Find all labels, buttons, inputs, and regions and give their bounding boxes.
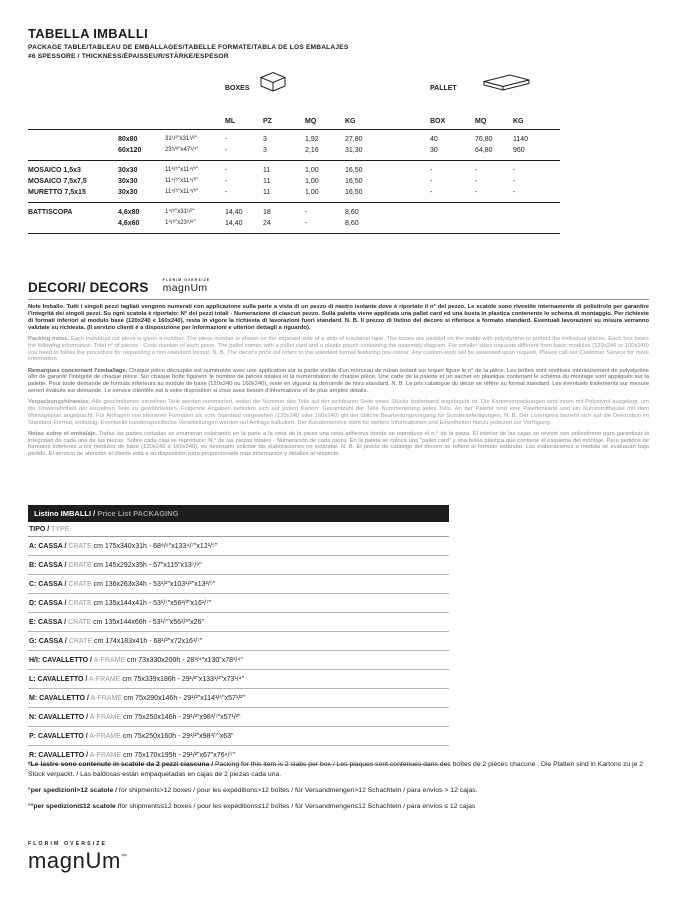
product-label-cell: MOSAICO 7,5x7,5: [28, 178, 87, 185]
crate-code-label: N: CAVALLETTO /: [29, 713, 89, 721]
pallet-kg-cell: 1140: [513, 136, 529, 143]
magnum-text: magn: [162, 282, 191, 295]
product-label-cell: [28, 145, 118, 156]
mq-cell: -: [305, 220, 308, 227]
kg-cell: 8,60: [345, 220, 359, 227]
thickness-line: ≠6 SPESSORE / THICKNESS/ÉPAISSEUR/STÄRKE/ESPESOR: [28, 53, 229, 60]
column-header-mq: MQ: [305, 118, 317, 125]
kg-cell: 27,80: [345, 136, 363, 143]
note-lead: Remarques concernant l'emballage.: [28, 367, 128, 374]
price-list-row: [28, 537, 449, 556]
type-header-row: [28, 522, 449, 537]
crate-code-label: D: CASSA /: [29, 599, 67, 607]
packing-note-english: [28, 336, 649, 363]
packing-table-group-header: [28, 72, 560, 108]
crate-type-en: A-FRAME: [88, 694, 122, 702]
column-header-pallet-box: BOX: [430, 118, 446, 125]
price-list-title-it: Listino IMBALLI /: [34, 509, 96, 518]
footnote-lead: °°per spedizioni≤12 scatole /: [28, 802, 120, 810]
spacer-cell: [400, 187, 430, 198]
pallet-kg-cell: -: [513, 167, 516, 174]
crate-code-label: P: CAVALLETTO /: [29, 732, 88, 740]
pallet-mq-cell: -: [475, 167, 478, 174]
magnum-logo-large: [28, 842, 127, 872]
pz-cell: 11: [263, 189, 271, 196]
type-label-it: TIPO /: [29, 526, 50, 533]
box-icon: [258, 70, 288, 93]
packing-column-headers: [28, 108, 560, 130]
spacer-cell: [400, 176, 430, 187]
packing-note-french: [28, 368, 649, 395]
page-title: TABELLA IMBALLI: [28, 26, 149, 41]
kg-cell: 16,50: [345, 189, 363, 196]
crate-dimensions: cm 75x250x160h - 29¹/²"x98³/⁷"x63": [120, 732, 234, 740]
packing-row: [28, 145, 560, 156]
crate-dimensions: cm 75x339x186h - 29¹/²"x133¹/²"x73¹/⁴": [120, 675, 245, 683]
footnote-shipments-under-12: [28, 802, 649, 812]
crate-dimensions: cm 75x290x146h - 29¹/²"x114¹/⁶"x57¹/²": [121, 694, 245, 702]
packing-row: [28, 187, 560, 198]
price-list-row: [28, 575, 449, 594]
empty-cell: [28, 118, 118, 125]
pz-cell: 24: [263, 220, 271, 227]
magnum-text: m: [101, 848, 121, 874]
crate-code-label: E: CASSA /: [29, 618, 67, 626]
kg-cell: 8,60: [345, 209, 359, 216]
price-list-title-en: Price List PACKAGING: [95, 509, 179, 518]
ml-cell: 14,40: [225, 220, 243, 227]
column-header-pz: PZ: [263, 118, 272, 125]
crate-dimensions: cm 135x144x66h - 53¹/⁷"x56²/³"x26": [91, 618, 204, 626]
magnum-logo-small: [163, 279, 211, 295]
note-body: Chaque pièce découpée est numérotée avec une application sur la partie visible d'un morceau de ruban isolant sur lequel figure le n° de la pièce. Les boîtes sont revêtues intérieurement de polystyrène afin de garantir l'intégrité de chaque pièce. Sur chaque boîte figurent: le nombre de pièces totales et la numérotation de chaque pièce. Une carte de la palette et un sachet en plastique contenant le schéma du montage sont appliqués sur la palette. Pour toute demande de formats inférieurs au module de base (120x240 ou 160x240), reste en vigueur la demande de hors standard. N. B. Le prix catalogue du décor se réfère au format standard. Les éventuels traitements sur mesure seront évalués sur demande. Le service clientèle est à votre disposition si vous avez besoin d'informations et de plus amples détails.: [28, 367, 649, 394]
inches-cell: 11⁴/⁵"x11⁴/⁵": [165, 178, 199, 184]
packing-row: [28, 165, 560, 176]
kg-cell: 31,30: [345, 147, 363, 154]
price-list-row: [28, 689, 449, 708]
price-list-row: [28, 613, 449, 632]
crate-code-label: L: CAVALLETTO /: [29, 675, 88, 683]
pallet-box-cell: [430, 207, 475, 218]
crate-type-en: A-FRAME: [88, 713, 122, 721]
price-list-row: [28, 727, 449, 746]
product-label-cell: MURETTO 7,5x15: [28, 189, 86, 196]
pallet-group-label: PALLET: [430, 85, 457, 92]
crate-code-label: R: CAVALLETTO /: [29, 751, 89, 759]
footnote-slabs-per-box: [28, 760, 649, 779]
pallet-kg-cell: -: [513, 189, 516, 196]
note-lead: Verpackungshinweise.: [28, 399, 91, 406]
crate-code-label: A: CASSA /: [29, 542, 67, 550]
product-label-cell: [28, 134, 118, 145]
pz-cell: 3: [263, 147, 267, 154]
note-body: Todas las partes cortadas se enumeran colocando en la parte a la vista de la pieza una cinta adhesiva donde se reproduce el n.° de la pieza. El interior de las cajas se reviste con poliestireno para garantizar la integridad de cada una de las piezas. Sobre cada caja se reproduce: N.° de las piezas totales - Numeración de cada pieza. En la paleta se coloca una “pallet card” y una bolsa plástica que contiene el esquema del montaje. Para pedidos de formatos inferiores a los módulos de base (120x240 o 160x240), es necesario solicitar las elaboraciones no estándar. N. B. El precio de catálogo del decoro se refiere al formato estándar. Las elaboraciones a medida se evaluarán bajo pedido. El servicio de atención al cliente está a su disposición para proporcionarle más información y detalles al respecto.: [28, 430, 649, 458]
pz-cell: 3: [263, 136, 267, 143]
pz-cell: 11: [263, 178, 271, 185]
footnote-shipments-over-12: [28, 786, 649, 796]
pallet-kg-cell: [513, 207, 560, 218]
footnote-lead: °per spedizioni>12 scatole /: [28, 786, 118, 794]
crate-dimensions: cm 75x250x146h - 29¹/²"x98³/⁷"x57¹/²": [121, 713, 241, 721]
inches-cell: 11⁴/⁵"x11⁴/⁵": [165, 189, 199, 195]
column-header-kg: KG: [345, 118, 356, 125]
mq-cell: 1,92: [305, 136, 319, 143]
magnum-text: m: [198, 282, 208, 295]
ml-cell: 14,40: [225, 209, 243, 216]
crate-type-en: A-FRAME: [88, 751, 122, 759]
crate-type-en: CRATE: [66, 599, 92, 607]
crate-type-en: A-FRAME: [87, 732, 121, 740]
kg-cell: 16,50: [345, 178, 363, 185]
ml-cell: -: [225, 189, 228, 196]
footnote-body: for shipments≤12 boxes / pour les expéditions≤12 boîtes / für Versandmengen≤12 Schachteln / para envíos ≤ 12 cajas: [119, 802, 476, 810]
spacer-cell: [400, 218, 430, 229]
page-subtitle: PACKAGE TABLE/TABLEAU DE EMBALLAGES/TABELLE FORMATE/TABLA DE LOS EMBALAJES: [28, 43, 349, 51]
magnum-text: magn: [28, 848, 86, 874]
crate-code-label: G: CASSA /: [29, 637, 67, 645]
mq-cell: 1,00: [305, 189, 319, 196]
spacer-cell: [400, 165, 430, 176]
size-cell: 30x30: [118, 189, 138, 196]
magnum-wordmark: [163, 283, 211, 294]
packing-row: [28, 207, 560, 218]
crate-dimensions: cm 135x144x41h - 53¹/⁷"x56²/³"x16¹/⁷": [91, 599, 212, 607]
magnum-u-glyph: U: [85, 848, 102, 874]
note-lead: Notas sobre el embalaje.: [28, 430, 98, 437]
column-header-pallet-mq: MQ: [475, 118, 487, 125]
pallet-box-cell: 40: [430, 136, 438, 143]
pallet-mq-cell: [475, 218, 513, 229]
mq-cell: 2,16: [305, 147, 319, 154]
crate-dimensions: cm 174x183x41h - 68¹/²"x72x16¹/⁷": [92, 637, 203, 645]
size-cell: 30x30: [118, 167, 138, 174]
product-label-cell: BATTISCOPA: [28, 209, 73, 216]
price-list-rows: [28, 537, 449, 765]
footnote-body: for shipments>12 boxes / pour les expéditions>12 boîtes / für Versandmengen>12 Schachteln / para envíos > 12 cajas.: [117, 786, 478, 794]
footnote-body: Packing for this item is 2 slabs per box / Les plaques sont contenues dans des boîtes de 2 pièces chacune . Die Platten sind in Kartons zu je 2 Stück verpackt. / Las baldosas están empaquetadas en cajas de 2 piezas cada una.: [28, 761, 644, 778]
inches-cell: 1⁴/⁵"x31¹/²": [165, 209, 195, 215]
spacer-cell: [400, 207, 430, 218]
ml-cell: -: [225, 147, 228, 154]
price-list-row: [28, 594, 449, 613]
size-cell: 4,6x80: [118, 209, 140, 216]
inches-cell: 1⁴/⁵"x23⁵/⁸": [165, 220, 196, 226]
price-list-row: [28, 556, 449, 575]
pz-cell: 18: [263, 209, 271, 216]
pallet-mq-cell: [475, 207, 513, 218]
size-cell: 60x120: [118, 147, 142, 154]
pallet-kg-cell: 960: [513, 147, 525, 154]
ml-cell: -: [225, 178, 228, 185]
size-cell: 30x30: [118, 178, 138, 185]
pz-cell: 11: [263, 167, 271, 174]
pallet-mq-cell: 64,80: [475, 147, 493, 154]
packing-group-slabs: [28, 130, 560, 161]
ml-cell: -: [225, 167, 228, 174]
spacer-cell: [400, 145, 430, 156]
crate-type-en: CRATE: [66, 618, 92, 626]
magnum-wordmark: [28, 850, 127, 872]
trademark-symbol: ™: [120, 854, 127, 861]
footnote-lead: *Le lastre sono contenute in scatole da 2 pezzi ciascuna /: [28, 761, 214, 768]
price-list-row: [28, 651, 449, 670]
inches-cell: 31¹/²"x31¹/²": [165, 136, 197, 142]
type-label-en: TYPE: [49, 526, 70, 533]
kg-cell: 16,50: [345, 167, 363, 174]
packing-note-spanish: [28, 431, 649, 458]
price-list-table: [28, 505, 449, 765]
crate-dimensions: cm 75x170x195h - 29¹/²"x67"x76⁴/⁵": [121, 751, 235, 759]
product-label-cell: MOSAICO 1,5x3: [28, 167, 81, 174]
boxes-group-label: BOXES: [225, 85, 250, 92]
spacer-cell: [400, 134, 430, 145]
crate-type-en: CRATE: [66, 542, 92, 550]
decors-title: DECORI/ DECORS: [28, 279, 149, 295]
price-list-row: [28, 632, 449, 651]
decors-section: [28, 279, 649, 458]
pallet-kg-cell: [513, 218, 560, 229]
crate-code-label: H/I: CAVALLETTO /: [29, 656, 92, 664]
packing-table: [28, 72, 560, 234]
size-cell: 80x80: [118, 136, 138, 143]
note-body: Tutti i singoli pezzi tagliati vengono numerati con applicazione sulla parte a vista di un pezzo di nastro isolante dove è riportato il n° del pezzo. Le scatole sono rivestite internamente di polistirolo per garantire l'integrità dei singoli pezzi. Su ogni scatola è riportato: N° dei pezzi totali - Numerazione di ciascun pezzo. Sulla paletta viene applicata una pallet card ed una busta in plastica contenente lo schema di montaggio. Per richieste di formati inferiori al modulo base (120x240 e 160x240), resta in vigore la richiesta di lavorazioni fuori standard. N. B. Il prezzo di listino del decoro si riferisce a formato standard. Eventuali lavorazioni su misura verranno valutate su richiesta. (Il servizio clienti è a disposizione per informazioni e ulteriori dettagli a riguardo).: [28, 304, 649, 331]
size-cell: 4,6x60: [118, 220, 140, 227]
packing-row: [28, 218, 560, 229]
page-header: [28, 26, 348, 60]
pallet-box-cell: [430, 218, 475, 229]
note-lead: Packing notes.: [28, 336, 70, 343]
mq-cell: 1,00: [305, 167, 319, 174]
column-header-ml: ML: [225, 118, 236, 125]
packing-note-german: [28, 399, 649, 426]
packing-row: [28, 176, 560, 187]
note-body: Each individual cut piece is given a number. The piece number is shown on the exposed side of a strip of insulation tape. The boxes are padded on the inside with polystyrene to protect the individual pieces. Each box bears the following information: Total n° of pieces - Code number of each piece. The pallet comes with a pallet card and a plastic pouch containing the assembly diagram. For smaller sizes requests different from basic modules (120x240 or 160x240) you need to follow the procedure for requesting a non-standard format. N. B. The decor's price list refers to the standard format featuring one colour. Any custom-work will be assessed upon request. Please call our Customer Service for more information.: [28, 336, 649, 363]
packing-group-battiscopa: [28, 203, 560, 234]
magnum-u-glyph: U: [190, 282, 199, 295]
crate-type-en: CRATE: [66, 580, 92, 588]
empty-cell: [165, 118, 225, 125]
florim-oversize-label: FLORIM OVERSIZE: [28, 841, 108, 847]
inches-cell: 11⁴/⁵"x11⁴/⁵": [165, 167, 199, 173]
product-label-cell: [28, 218, 118, 229]
footnotes: [28, 760, 649, 818]
pallet-box-cell: -: [430, 189, 433, 196]
pallet-box-cell: 30: [430, 147, 438, 154]
pallet-box-cell: -: [430, 167, 433, 174]
crate-type-en: CRATE: [66, 561, 92, 569]
empty-cell: [400, 118, 430, 125]
crate-type-en: A-FRAME: [87, 675, 121, 683]
crate-dimensions: cm 73x330x200h - 28³/⁴"x130"x78³/⁴": [125, 656, 243, 664]
packing-group-mosaics: [28, 161, 560, 203]
crate-type-en: CRATE: [66, 637, 93, 645]
pallet-mq-cell: -: [475, 178, 478, 185]
pallet-mq-cell: -: [475, 189, 478, 196]
pallet-kg-cell: -: [513, 178, 516, 185]
column-header-pallet-kg: KG: [513, 118, 524, 125]
crate-dimensions: cm 136x263x34h - 53¹/²"x103¹/²"x13²/⁵": [91, 580, 216, 588]
mq-cell: 1,00: [305, 178, 319, 185]
price-list-row: [28, 708, 449, 727]
crate-code-label: B: CASSA /: [29, 561, 67, 569]
packing-row: [28, 134, 560, 145]
empty-cell: [118, 118, 165, 125]
crate-code-label: C: CASSA /: [29, 580, 67, 588]
crate-type-en: A-FRAME: [92, 656, 126, 664]
crate-dimensions: cm 145x292x35h - 57"x115"x13⁷/⁹": [91, 561, 202, 569]
florim-oversize-label: FLORIM OVERSIZE: [162, 278, 211, 282]
pallet-box-cell: -: [430, 178, 433, 185]
note-lead: Note Imballo.: [28, 304, 65, 311]
mq-cell: -: [305, 209, 308, 216]
price-list-header-bar: [28, 505, 449, 522]
decors-header: [28, 279, 649, 300]
note-body: Alle geschnittenen einzelnen Teile werden nummeriert, wobei die Nummer des Teils auf der sichtbaren Seite eines Stücks Isolierband angebracht ist. Die Kartonverpackungen sind innen mit Polystyrol ausgelegt, um die Unversehrtheit der einzelnen Teile zu gewährleisten. Folgende Angaben befinden sich auf jedem Karton: Gesamtzahl der Teile Nummerierung jedes Teils. An der Palette sind eine Palettenkarte und ein Kunststoffbeutel mit dem Montageplan angebracht. Für Anfragen von kleineren Formaten als vom Standard vorgesehen (120x240 oder 160x240) gilt der übliche Bearbeitungsvorgang für Sonderanfertigungen. N. B. Der Listenpreis bezieht sich auf die Dekoration im Standard-Format, einfarbig. Eventuelle kundenspezifische Verarbeitungen werden auf Anfrage kalkuliert. Der Kundenservice steht für weitere Informationen und Einzelheiten hierzu jederzeit zur Verfügung.: [28, 399, 649, 426]
price-list-row: [28, 670, 449, 689]
ml-cell: -: [225, 136, 228, 143]
crate-dimensions: cm 175x340x31h - 68⁸/⁹"x133⁴/⁷"x12¹/⁵": [91, 542, 218, 550]
packing-note-italian: [28, 304, 649, 331]
crate-code-label: M: CAVALLETTO /: [29, 694, 89, 702]
pallet-icon: [480, 72, 532, 94]
inches-cell: 23⁵/⁸"x47¹/⁴": [165, 147, 199, 153]
pallet-mq-cell: 76,80: [475, 136, 493, 143]
